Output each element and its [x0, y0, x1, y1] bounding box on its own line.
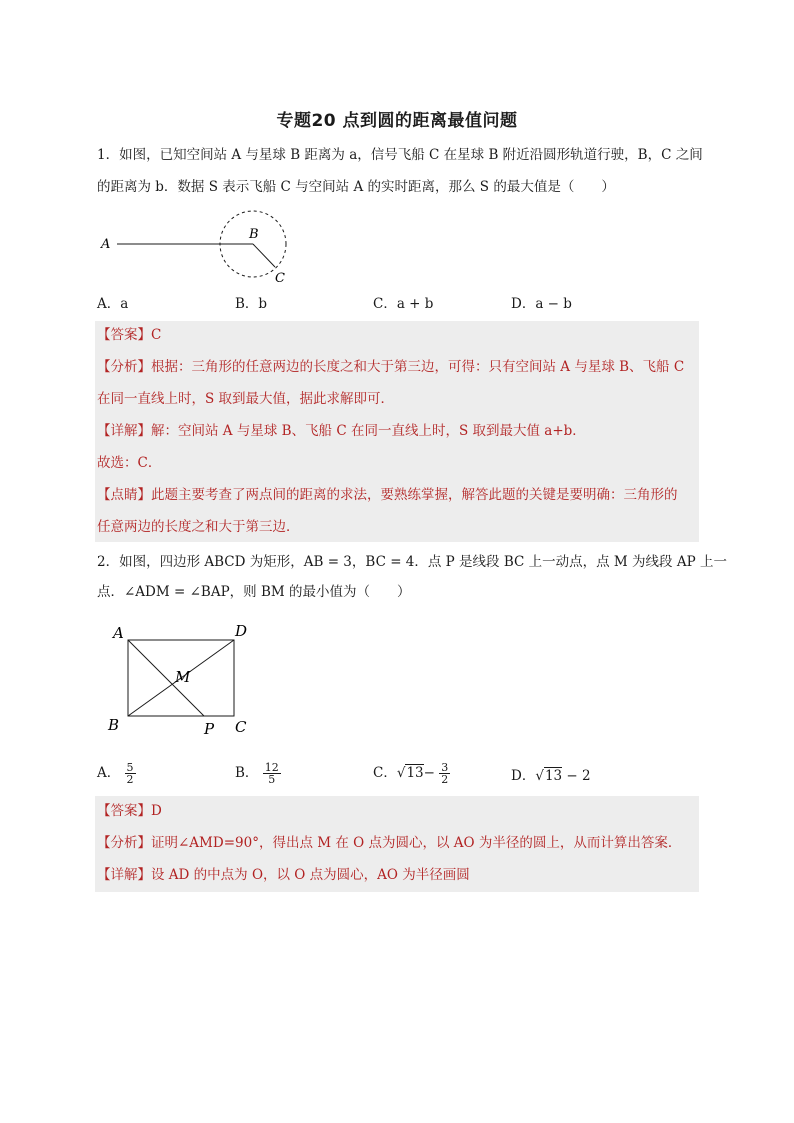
label-m: M [175, 668, 191, 686]
q2-option-a [97, 762, 136, 785]
label-d: D [235, 622, 248, 640]
numerator: 12 [264, 761, 279, 774]
fraction [263, 762, 281, 785]
q2-analysis [97, 833, 697, 853]
q2-option-c [373, 762, 450, 785]
q2-option-b [235, 762, 281, 785]
question-1-figure [97, 205, 297, 285]
fraction [439, 762, 450, 785]
denominator: 2 [441, 773, 449, 786]
answer-tag: 【答案】 [97, 803, 151, 819]
detail-text: 设 AD 的中点为 O，以 O 点为圆心，AO 为半径画圆 [151, 867, 470, 883]
q1-analysis-line2: 在同一直线上时，S 取到最大值，据此求解即可． [97, 391, 395, 407]
label-b: B [249, 227, 259, 242]
detail-tag: 【详解】 [97, 867, 151, 883]
sqrt-radicand: 13 [406, 765, 424, 781]
q2-detail [97, 865, 697, 885]
q1-comment-line2: 任意两边的长度之和大于第三边． [97, 519, 300, 535]
question-2-text-line2: 点．∠ADM = ∠BAP，则 BM 的最小值为（ ） [97, 584, 411, 600]
detail-text: 解：空间站 A 与星球 B、飞船 C 在同一直线上时，S 取到最大值 a+b． [151, 423, 586, 439]
page-title: 专题20 点到圆的距离最值问题 [276, 111, 518, 131]
sqrt-sign: √ [396, 765, 406, 781]
question-2-text-line1: 2．如图，四边形 ABCD 为矩形，AB = 3，BC = 4．点 P 是线段 BC 上一动点，点 M 为线段 AP 上一 [97, 554, 727, 570]
q1-answer [97, 325, 697, 345]
label-c: C [275, 271, 285, 285]
numerator: 5 [126, 761, 134, 774]
analysis-tag: 【分析】 [97, 835, 151, 851]
q2-answer [97, 801, 697, 821]
option-prefix: D． [511, 768, 536, 784]
detail-tag: 【详解】 [97, 423, 151, 439]
label-b: B [108, 716, 120, 734]
option-b: B．b [235, 296, 268, 312]
answer-value: C [151, 327, 162, 343]
sqrt-radicand: 13 [544, 768, 563, 784]
label-a: A [101, 237, 111, 252]
q2-option-d [511, 766, 591, 786]
segment-bc [253, 244, 275, 267]
q1-detail [97, 421, 697, 441]
denominator: 2 [126, 773, 134, 786]
denominator: 5 [268, 773, 276, 786]
answer-tag: 【答案】 [97, 327, 151, 343]
segment-ap [128, 640, 204, 716]
analysis-text: 证明∠AMD=90°，得出点 M 在 O 点为圆心，以 AO 为半径的圆上，从而计算出答案． [151, 835, 682, 851]
minus-sign: − [423, 765, 435, 781]
option-d: D．a − b [511, 296, 572, 312]
label-p: P [204, 720, 215, 738]
option-prefix: C． [373, 765, 397, 781]
answer-value: D [151, 803, 162, 819]
option-prefix: B． [235, 765, 259, 781]
q1-choose: 故选：C． [97, 455, 162, 471]
label-a: A [113, 624, 124, 642]
analysis-tag: 【分析】 [97, 359, 151, 375]
question-1-text-line2: 的距离为 b．数据 S 表示飞船 C 与空间站 A 的实时距离，那么 S 的最大值是（ ） [97, 179, 615, 195]
label-c: C [235, 718, 247, 736]
fraction [125, 762, 136, 785]
q1-analysis-line1 [97, 357, 697, 377]
option-prefix: A． [97, 765, 121, 781]
numerator: 3 [441, 761, 449, 774]
option-rest: − 2 [566, 768, 591, 784]
comment-text: 此题主要考查了两点间的距离的求法，要熟练掌握，解答此题的关键是要明确：三角形的 [151, 487, 678, 503]
option-c: C．a + b [373, 296, 434, 312]
question-1-text-line1: 1．如图，已知空间站 A 与星球 B 距离为 a，信号飞船 C 在星球 B 附近沿圆形轨道行驶，B，C 之间 [97, 147, 703, 163]
question-2-figure [105, 618, 265, 742]
option-a: A．a [97, 296, 129, 312]
analysis-text: 根据：三角形的任意两边的长度之和大于第三边，可得：只有空间站 A 与星球 B、飞船 C [151, 359, 685, 375]
q1-comment-line1 [97, 485, 697, 505]
sqrt-sign: √ [535, 768, 544, 784]
comment-tag: 【点睛】 [97, 487, 151, 503]
